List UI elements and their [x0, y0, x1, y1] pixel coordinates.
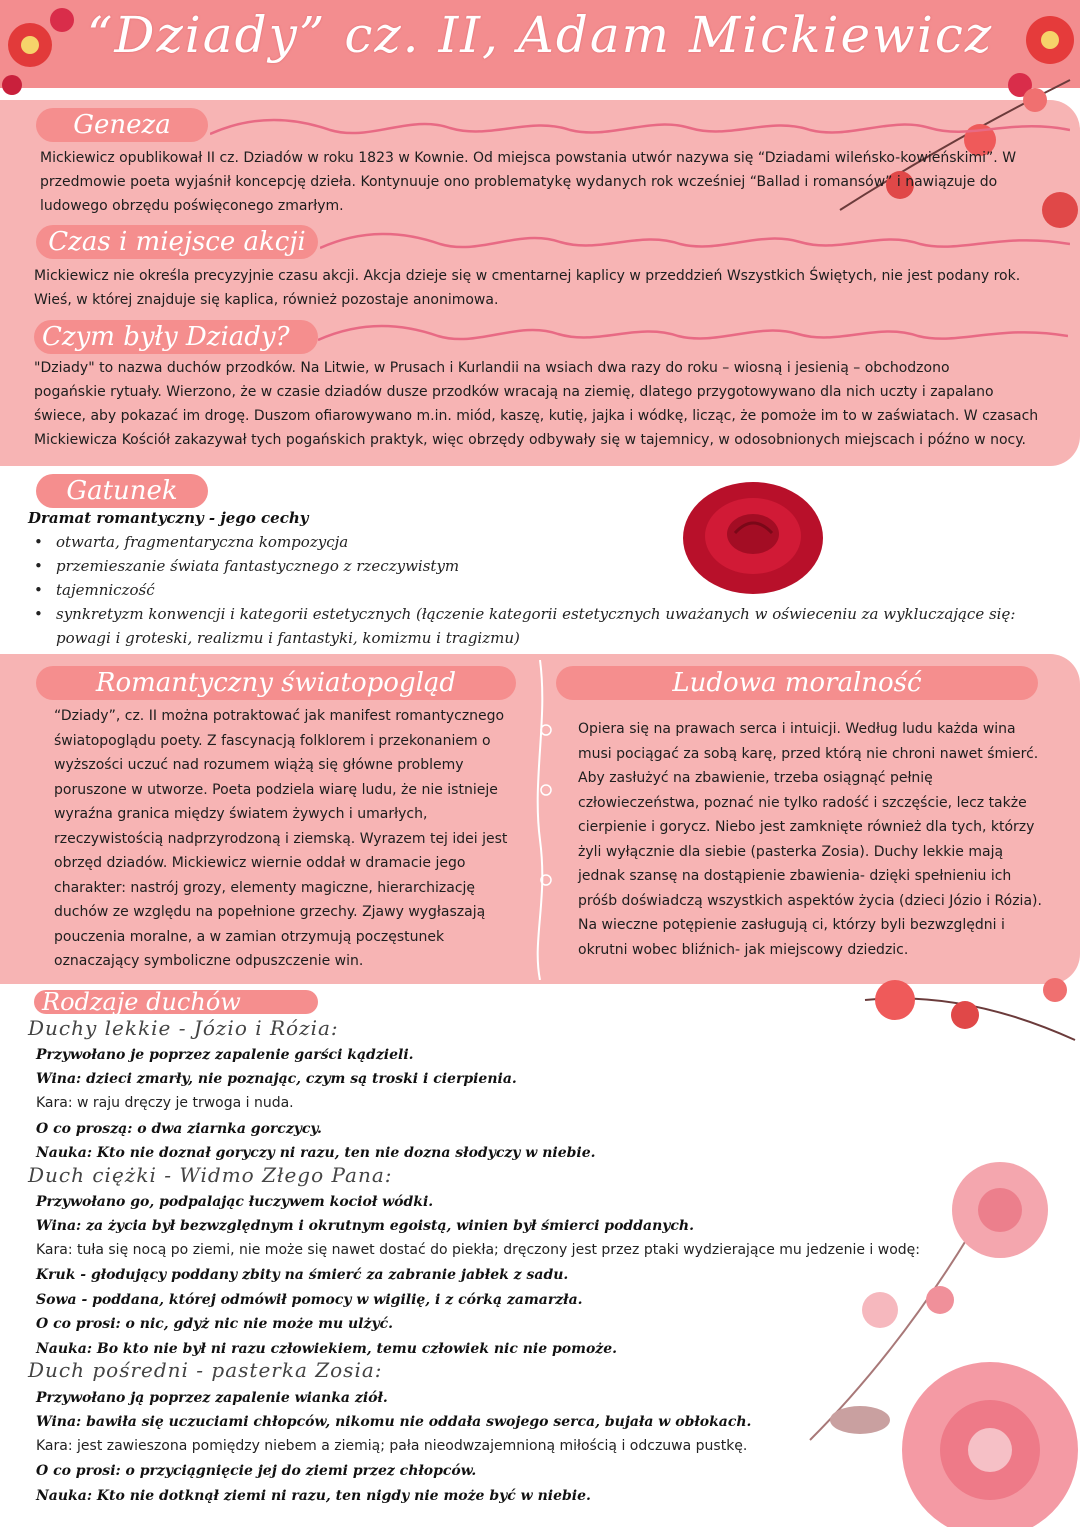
- text-line: jednak szansę na dostąpienie zbawienia- dzięki spełnieniu ich: [578, 868, 1012, 884]
- text-line: człowieczeństwa, poznać nie tylko radość i szczęście, lecz także: [578, 794, 1027, 811]
- text-line: żyli wyłącznie dla siebie (pasterka Zosia). Duchy lekkie mają: [578, 843, 1004, 860]
- romantyczny-text: [54, 704, 524, 974]
- list-item: • przemieszanie świata fantastycznego z rzeczywistym: [28, 554, 1058, 578]
- rodzaje-heading: Rodzaje duchów: [34, 990, 318, 1014]
- text-line: oznaczający symboliczne odpuszczenie win.: [54, 953, 364, 969]
- list-item: • otwarta, fragmentaryczna kompozycja: [28, 530, 1058, 554]
- czym-heading: Czym były Dziady?: [34, 320, 318, 354]
- text-line: O co proszą: o dwa ziarnka gorczycy.: [36, 1121, 322, 1137]
- text-line: musi pociągać za sobą karę, przed którą nie chroni nawet śmierć.: [578, 745, 1039, 762]
- text-line: wyraźna granica między światem żywych i umarłych,: [54, 806, 428, 822]
- text-line: Przywołano ją poprzez zapalenie wianka ziół.: [36, 1390, 388, 1406]
- geneza-heading: Geneza: [36, 108, 208, 142]
- text-line: Mickiewicz opublikował II cz. Dziadów w roku 1823 w Kownie. Od miejsca powstania utwór nazywa się “Dziadami wileńsko-kowieńskimi”. W: [40, 150, 1017, 166]
- text-line: Aby zasłużyć na zbawienie, trzeba osiągnąć pełnię: [578, 770, 933, 786]
- text-line: okrutni wobec bliźnich- jak miejscowy dziedzic.: [578, 941, 909, 958]
- text-line: charakter: nastrój grozy, elementy magiczne, hierarchizację: [54, 879, 476, 896]
- duchy-lekkie-title: Duchy lekkie - Józio i Rózia:: [28, 1016, 339, 1040]
- text-line: Przywołano je poprzez zapalenie garści kądzieli.: [36, 1047, 414, 1063]
- gatunek-heading: Gatunek: [36, 474, 208, 508]
- list-item: • synkretyzm konwencji i kategorii estetycznych (łączenie kategorii estetycznych uważanych w oświeceniu za wykluczające się: powagi i groteski, realizmu i fantastyki, komizmu i tragizmu): [28, 602, 1058, 650]
- gatunek-bullet-list: [28, 530, 1058, 650]
- text-line: duchów ze względu na popełnione grzechy. Zjawy wygłaszają: [54, 904, 486, 920]
- geneza-text: [40, 146, 1050, 218]
- text-line: O co prosi: o nic, gdyż nic nie może mu ulżyć.: [36, 1316, 393, 1332]
- text-line: O co prosi: o przyciągnięcie jej do ziemi przez chłopców.: [36, 1463, 477, 1479]
- text-line: Wina: bawiła się uczuciami chłopców, nikomu nie oddała swojego serca, bujała w obłokach.: [36, 1414, 752, 1430]
- vertical-divider-icon: [528, 660, 554, 980]
- text-line: poruszone w utworze. Poeta podziela wiarę ludu, że nie istnieje: [54, 781, 498, 798]
- czas-heading: Czas i miejsce akcji: [36, 225, 318, 259]
- duch-posredni-title: Duch pośredni - pasterka Zosia:: [28, 1358, 383, 1382]
- text-line: Mickiewicza Kościół zakazywał tych pogańskich praktyk, więc obrzędy odbywały się w tajemnicy, w odosobnionych miejscach i późno w nocy.: [34, 432, 1026, 448]
- text-line: ludowego obrzędu poświęconego zmarłym.: [40, 198, 344, 214]
- text-line: Wina: za życia był bezwzględnym i okrutnym egoistą, winien był śmierci poddanych.: [36, 1218, 694, 1234]
- text-line: przedmowie poeta wyjaśnił koncepcję dzieła. Kontynuuje ono problematykę wydanych rok wcześniej “Ballad i romansów” i nawiązuje do: [40, 174, 998, 190]
- text-line: Kara: tuła się nocą po ziemi, nie może się nawet dostać do piekła; dręczony jest przez ptaki wydzierające mu jedzenie i wodę:: [36, 1242, 920, 1258]
- text-line: światopoglądu poety. Z fascynacją folklorem i przekonaniem o: [54, 732, 491, 749]
- ludowa-heading: Ludowa moralność: [556, 666, 1038, 700]
- page-title: “Dziady” cz. II, Adam Mickiewicz: [86, 6, 994, 64]
- gatunek-subtitle: Dramat romantyczny - jego cechy: [28, 509, 309, 527]
- text-line: Nauka: Kto nie dotknął ziemi ni razu, ten nigdy nie może być w niebie.: [36, 1488, 591, 1504]
- text-line: cierpienie i gorycz. Niebo jest zamknięte również dla tych, którzy: [578, 819, 1035, 835]
- text-line: Sowa - poddana, której odmówił pomocy w wigilię, i z córką zamarzła.: [36, 1292, 583, 1308]
- peony-flowers-icon: [790, 1140, 1080, 1527]
- text-line: Nauka: Kto nie doznał goryczy ni razu, ten nie dozna słodyczy w niebie.: [36, 1145, 596, 1161]
- text-line: Kara: jest zawieszona pomiędzy niebem a ziemią; pała nieodwzajemnioną miłością i odczuwa pustkę.: [36, 1438, 748, 1454]
- text-line: Przywołano go, podpalając łuczywem kocioł wódki.: [36, 1194, 434, 1210]
- swirl-divider-icon: [320, 226, 1070, 256]
- text-line: świece, aby pokazać im drogę. Duszom ofiarowywano m.in. miód, kaszę, kutię, jajka i wódkę, licząc, że pomoże im to w zaświatach. W czasach: [34, 408, 1039, 424]
- text-line: "Dziady" to nazwa duchów przodków. Na Litwie, w Prusach i Kurlandii na wsiach dwa razy do roku – wiosną i jesienią – obchodzono: [34, 360, 950, 376]
- romantyczny-heading: Romantyczny światopogląd: [36, 666, 516, 700]
- text-line: “Dziady”, cz. II można potraktować jak manifest romantycznego: [54, 708, 505, 724]
- czym-text: [34, 356, 1064, 452]
- text-line: Kara: w raju dręczy je trwoga i nuda.: [36, 1095, 294, 1111]
- text-line: rzeczywistością nadprzyrodzoną i ziemską. Wyrazem tej idei jest: [54, 830, 508, 847]
- text-line: Nauka: Bo kto nie był ni razu człowiekiem, temu człowiek nic nie pomoże.: [36, 1341, 618, 1357]
- text-line: wyższości uczuć nad rozumem wiążą się główne problemy: [54, 757, 464, 773]
- list-item: • tajemniczość: [28, 578, 1058, 602]
- flower-branch-icon: [855, 960, 1080, 1060]
- swirl-divider-icon: [210, 112, 1070, 142]
- text-line: Mickiewicz nie określa precyzyjnie czasu akcji. Akcja dzieje się w cmentarnej kaplicy w przeddzień Wszystkich Świętych, nie jest podany rok.: [34, 268, 1021, 284]
- text-line: pouczenia moralne, a w zamian otrzymują poczęstunek: [54, 928, 445, 945]
- text-line: obrzęd dziadów. Mickiewicz wiernie oddał w dramacie jego: [54, 855, 466, 871]
- text-line: Na wieczne potępienie zasługują ci, którzy byli bezwzględni i: [578, 917, 1005, 933]
- ludowa-text: [578, 717, 1058, 962]
- duch-ciezki-title: Duch ciężki - Widmo Złego Pana:: [28, 1163, 393, 1187]
- text-line: Wina: dzieci zmarły, nie poznając, czym są troski i cierpienia.: [36, 1071, 517, 1087]
- czas-text: [34, 264, 1054, 312]
- text-line: Kruk - głodujący poddany zbity na śmierć za zabranie jabłek z sadu.: [36, 1267, 569, 1283]
- swirl-divider-icon: [318, 318, 1068, 348]
- text-line: Wieś, w której znajduje się kaplica, również pozostaje anonimowa.: [34, 292, 499, 308]
- text-line: próśb doświadczą wszystkich aspektów życia (dzieci Józio i Rózia).: [578, 892, 1042, 909]
- text-line: Opiera się na prawach serca i intuicji. Według ludu każda wina: [578, 721, 1016, 737]
- text-line: pogańskie rytuały. Wierzono, że w czasie dziadów dusze przodków wracają na ziemię, dlatego przygotowywano dla nich uczty i zapalano: [34, 384, 994, 400]
